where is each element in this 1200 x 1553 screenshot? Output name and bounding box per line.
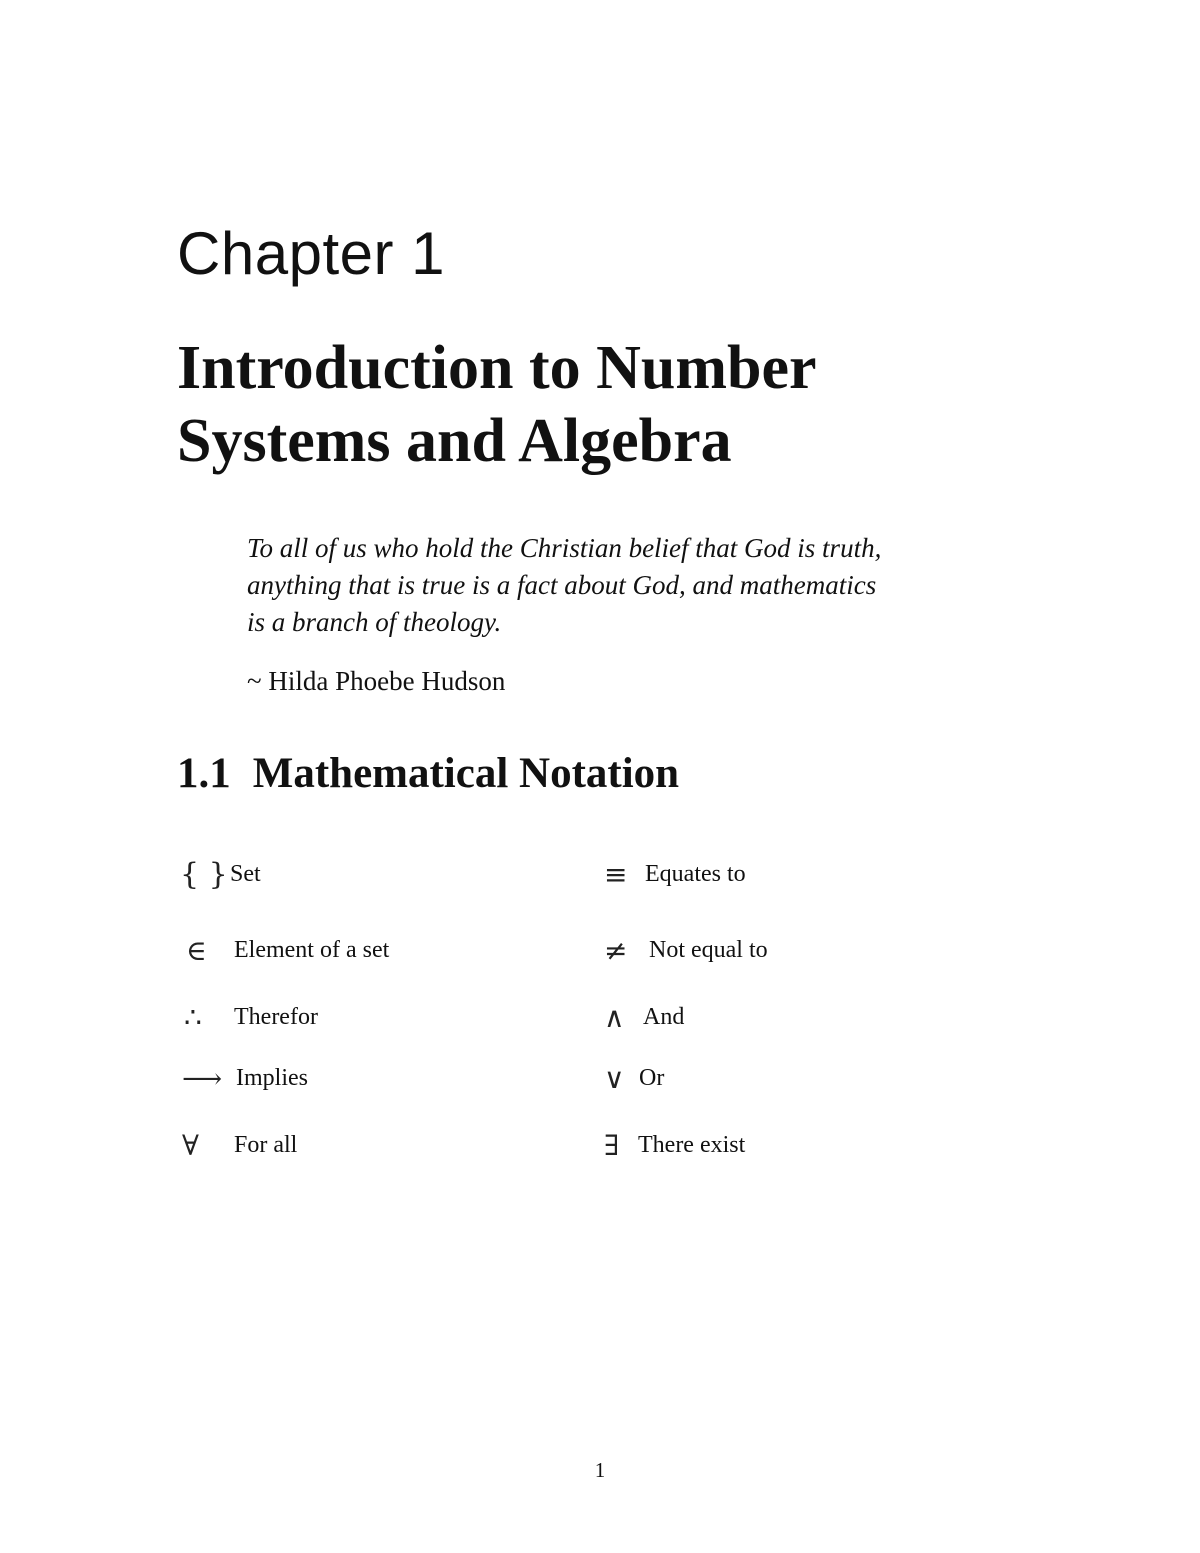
notation-item-therefore [184, 997, 318, 1037]
notation-label-or: Or [639, 1064, 665, 1091]
logical-or-symbol: ∨ [604, 1061, 625, 1095]
notation-item-or [604, 1058, 664, 1098]
section-number: 1.1 [177, 750, 231, 797]
logical-and-symbol: ∧ [604, 1000, 625, 1034]
not-equal-symbol: ≠ [604, 933, 628, 967]
implies-arrow-symbol: ⟶ [182, 1061, 223, 1095]
there-exists-symbol: ∃ [604, 1128, 620, 1162]
section-heading [177, 748, 679, 800]
set-braces-symbol: { } [180, 856, 228, 892]
notation-item-set [180, 854, 261, 894]
page-number: 1 [594, 1458, 606, 1482]
notation-item-there-exists [604, 1125, 745, 1165]
notation-item-element-of [186, 930, 389, 970]
section-title: Mathematical Notation [252, 750, 680, 797]
notation-label-equates-to: Equates to [645, 860, 746, 887]
epigraph-line-2: anything that is true is a fact about God, and mathematics [247, 570, 877, 600]
for-all-symbol: ∀ [182, 1128, 199, 1162]
notation-item-for-all [182, 1125, 297, 1165]
epigraph-line-1: To all of us who hold the Christian belief that God is truth, [247, 533, 882, 563]
notation-label-set: Set [230, 860, 261, 887]
notation-label-therefore: Therefor [234, 1003, 318, 1030]
chapter-title-line-2: Systems and Algebra [177, 407, 732, 475]
epigraph-line-3: is a branch of theology. [247, 607, 502, 637]
notation-item-not-equal [604, 930, 768, 970]
notation-label-not-equal: Not equal to [649, 936, 768, 963]
notation-label-for-all: For all [234, 1131, 298, 1158]
epigraph-quote [247, 530, 1047, 641]
notation-label-there-exists: There exist [638, 1131, 746, 1158]
equivalence-symbol: ≡ [604, 857, 628, 891]
epigraph-attribution: ~ Hilda Phoebe Hudson [247, 666, 506, 696]
notation-label-element-of: Element of a set [234, 936, 390, 963]
notation-label-and: And [643, 1003, 685, 1030]
chapter-label: Chapter 1 [177, 220, 445, 287]
notation-item-implies [182, 1058, 308, 1098]
notation-item-and [604, 997, 684, 1037]
chapter-title [177, 332, 1077, 478]
therefore-symbol: ∴ [184, 1000, 202, 1034]
chapter-title-line-1: Introduction to Number [177, 334, 817, 402]
notation-item-equates-to [604, 854, 746, 894]
element-of-symbol: ∈ [186, 933, 207, 967]
notation-label-implies: Implies [236, 1064, 308, 1091]
